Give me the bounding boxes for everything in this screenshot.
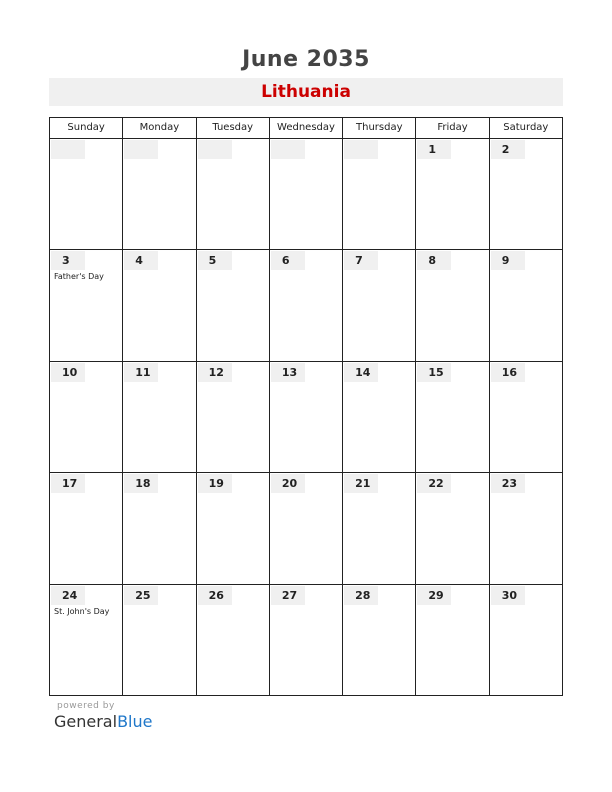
logo-blue-text: Blue: [117, 712, 153, 731]
date-number: 15: [417, 363, 451, 382]
date-number: 6: [271, 251, 305, 270]
date-number: 9: [491, 251, 525, 270]
holiday-label: Father's Day: [54, 272, 104, 282]
date-number: 26: [198, 586, 232, 605]
day-cell: [343, 585, 416, 696]
date-number: 19: [198, 474, 232, 493]
date-number: 29: [417, 586, 451, 605]
day-cell: [197, 139, 270, 249]
day-cell: [123, 585, 196, 696]
day-cell: [343, 250, 416, 360]
weekday-header-sunday: Sunday: [50, 118, 123, 138]
country-name: Lithuania: [261, 82, 351, 102]
date-number: 22: [417, 474, 451, 493]
date-number: 13: [271, 363, 305, 382]
date-number: 7: [344, 251, 378, 270]
date-number: 24: [51, 586, 85, 605]
day-cell: [50, 585, 123, 696]
date-number: 10: [51, 363, 85, 382]
logo-general-text: General: [54, 712, 118, 731]
date-number: 30: [491, 586, 525, 605]
day-cell: [197, 473, 270, 583]
page-title: June 2035: [242, 47, 370, 72]
week-row: [50, 250, 562, 361]
day-cell: [416, 139, 489, 249]
date-number: 28: [344, 586, 378, 605]
date-number: 1: [417, 140, 451, 159]
day-cell: [416, 362, 489, 472]
day-cell: [197, 585, 270, 696]
week-row: [50, 473, 562, 584]
weekday-header-friday: Friday: [416, 118, 489, 138]
day-cell: [270, 362, 343, 472]
day-cell: [490, 585, 562, 696]
day-cell: [490, 250, 562, 360]
week-row: [50, 362, 562, 473]
calendar-grid: [49, 117, 563, 696]
day-cell: [123, 473, 196, 583]
date-number: 20: [271, 474, 305, 493]
weekday-header-thursday: Thursday: [343, 118, 416, 138]
date-number: 5: [198, 251, 232, 270]
day-cell: [123, 139, 196, 249]
day-cell: [270, 585, 343, 696]
date-number: [198, 140, 232, 159]
day-cell: [50, 473, 123, 583]
day-cell: [197, 362, 270, 472]
day-cell: [50, 139, 123, 249]
date-number: 18: [124, 474, 158, 493]
day-cell: [416, 585, 489, 696]
date-number: 21: [344, 474, 378, 493]
day-cell: [270, 139, 343, 249]
date-number: 11: [124, 363, 158, 382]
weekday-header-wednesday: Wednesday: [270, 118, 343, 138]
holiday-label: St. John's Day: [54, 606, 110, 616]
day-cell: [343, 139, 416, 249]
date-number: 25: [124, 586, 158, 605]
weekday-header-tuesday: Tuesday: [197, 118, 270, 138]
date-number: [271, 140, 305, 159]
weekday-header-monday: Monday: [123, 118, 196, 138]
day-cell: [490, 473, 562, 583]
date-number: [51, 140, 85, 159]
generalblue-logo[interactable]: [54, 712, 152, 731]
day-cell: [416, 250, 489, 360]
day-cell: [50, 250, 123, 360]
week-row: [50, 585, 562, 696]
day-cell: [270, 250, 343, 360]
date-number: 2: [491, 140, 525, 159]
weekday-header-row: [50, 118, 562, 139]
date-number: 16: [491, 363, 525, 382]
day-cell: [197, 250, 270, 360]
day-cell: [123, 362, 196, 472]
day-cell: [490, 139, 562, 249]
day-cell: [416, 473, 489, 583]
day-cell: [343, 473, 416, 583]
powered-by-label: powered by: [57, 701, 115, 711]
date-number: 3: [51, 251, 85, 270]
date-number: 14: [344, 363, 378, 382]
weekday-header-saturday: Saturday: [503, 122, 549, 133]
date-number: 4: [124, 251, 158, 270]
day-cell: [270, 473, 343, 583]
day-cell: [50, 362, 123, 472]
date-number: 12: [198, 363, 232, 382]
date-number: 23: [491, 474, 525, 493]
day-cell: [490, 362, 562, 472]
date-number: 8: [417, 251, 451, 270]
date-number: 17: [51, 474, 85, 493]
date-number: 27: [271, 586, 305, 605]
calendar-weeks: [50, 139, 562, 696]
country-banner: [49, 78, 563, 106]
day-cell: [343, 362, 416, 472]
date-number: [344, 140, 378, 159]
day-cell: [123, 250, 196, 360]
date-number: [124, 140, 158, 159]
week-row: [50, 139, 562, 250]
